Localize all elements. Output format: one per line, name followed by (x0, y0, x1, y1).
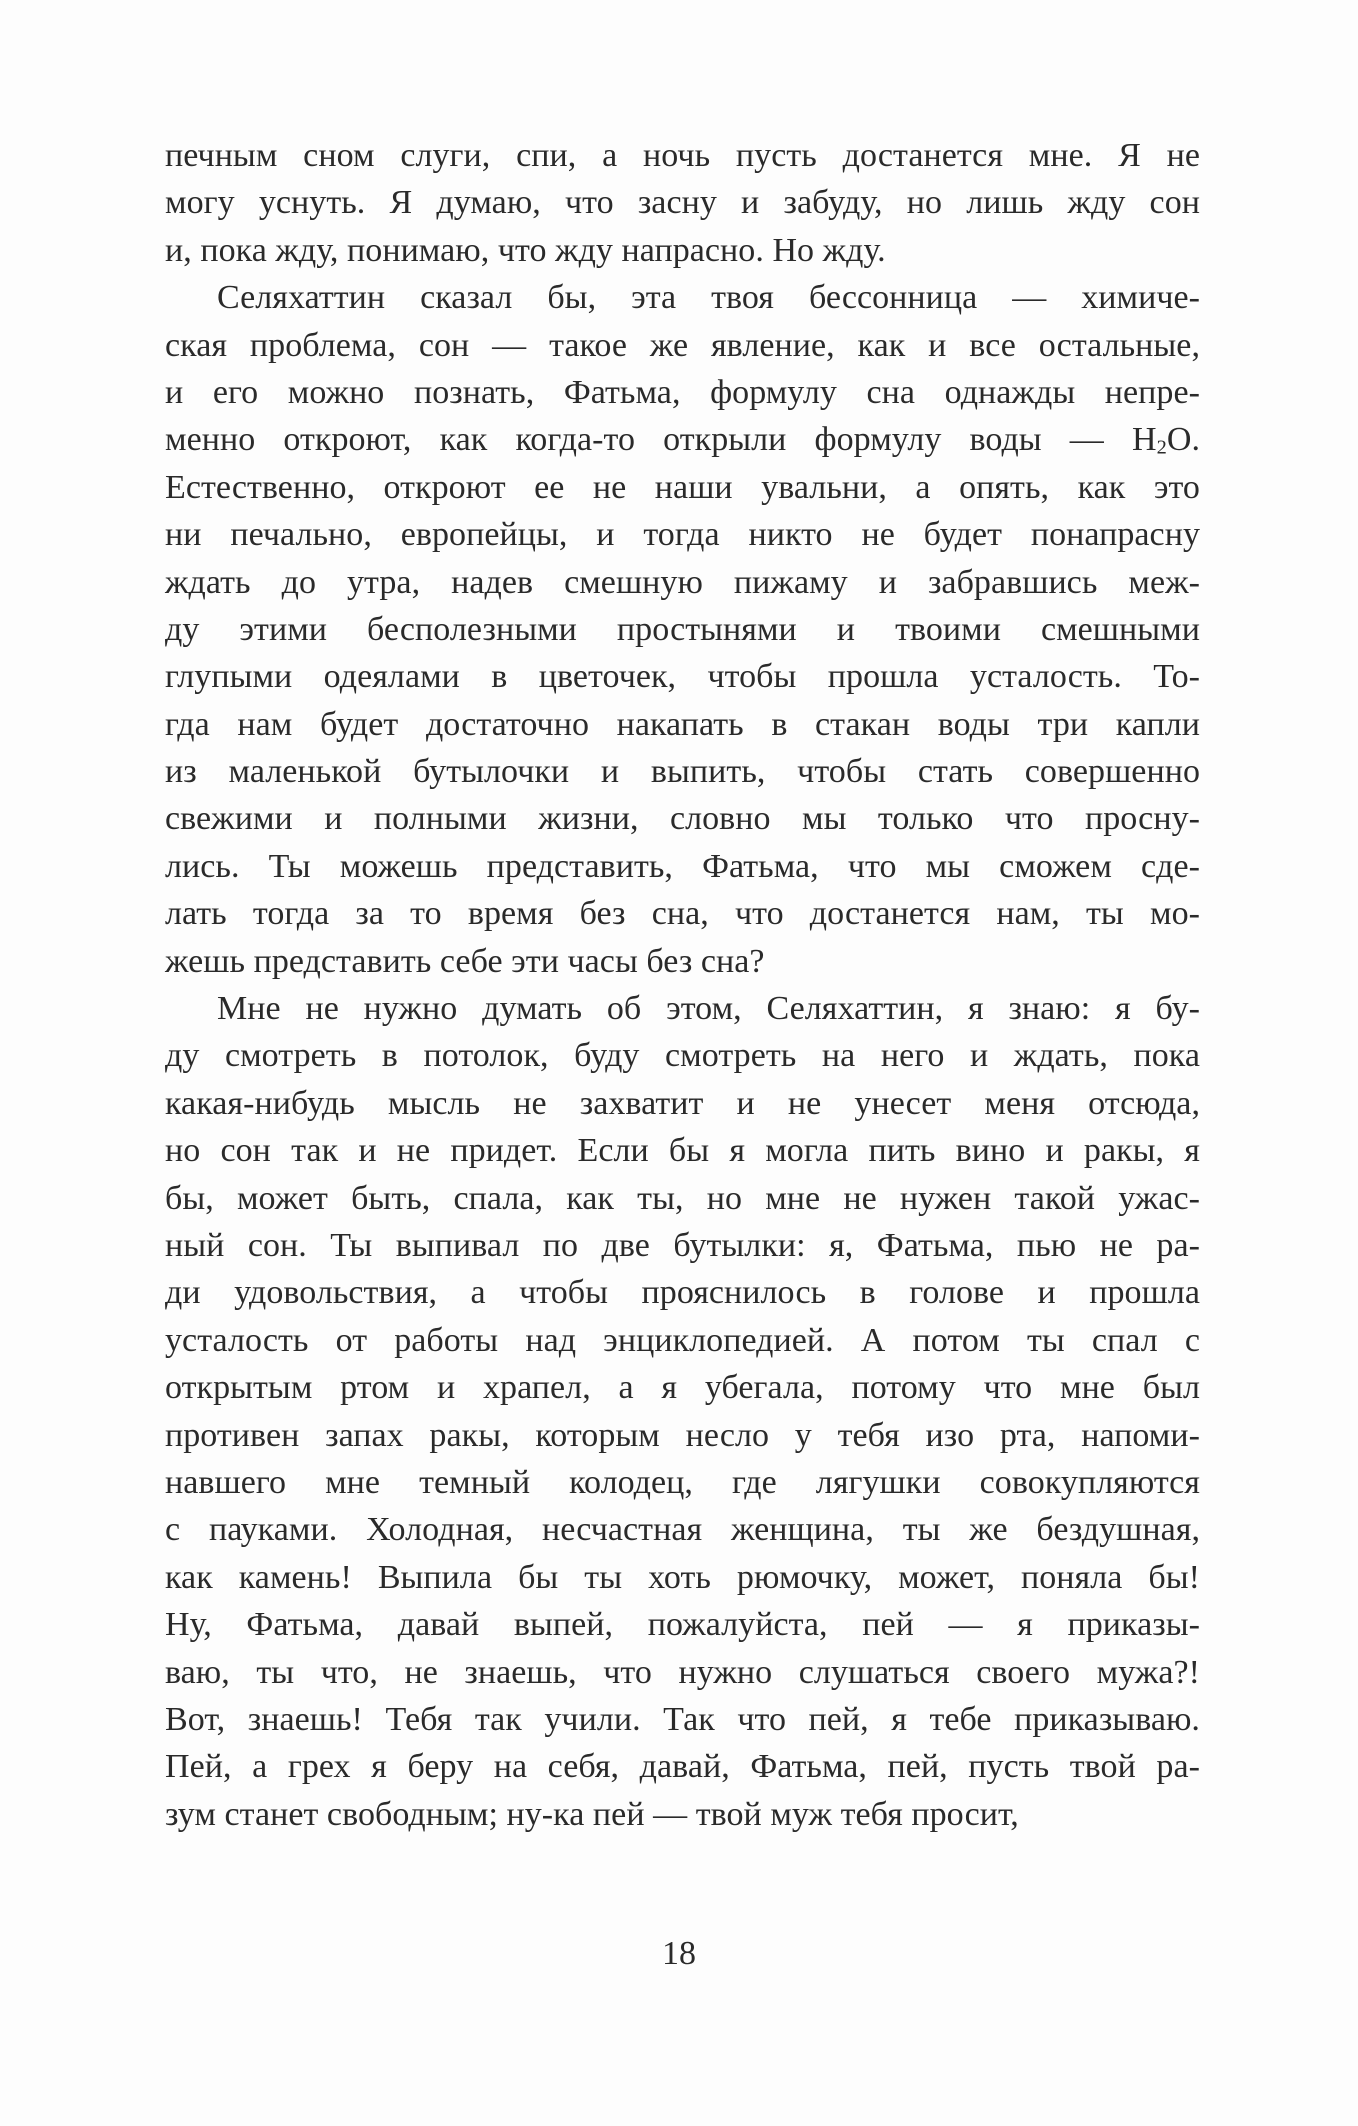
text-line: но сон так и не придет. Если бы я могла пить вино и ракы, я (165, 1132, 1200, 1170)
text-line: жешь представить себе эти часы без сна? (165, 942, 765, 980)
text-line: глупыми одеялами в цветочек, чтобы прошла усталость. То- (165, 658, 1200, 696)
text-line: Пей, а грех я беру на себя, давай, Фатьма, пей, пусть твой ра- (165, 1748, 1200, 1786)
text-line: ни печально, европейцы, и тогда никто не будет понапрасну (165, 516, 1200, 554)
text-line: ду смотреть в потолок, буду смотреть на него и ждать, пока (165, 1037, 1200, 1075)
text-line: из маленькой бутылочки и выпить, чтобы стать совершенно (165, 753, 1200, 791)
text-line: лать тогда за то время без сна, что достанется нам, ты мо- (165, 895, 1200, 933)
text-line: ждать до утра, надев смешную пижаму и забравшись меж- (165, 563, 1200, 601)
subscript: 2 (1156, 437, 1167, 460)
text-line: ваю, ты что, не знаешь, что нужно слушаться своего мужа?! (165, 1653, 1200, 1691)
text-line: как камень! Выпила бы ты хоть рюмочку, может, поняла бы! (165, 1558, 1200, 1596)
text-line: навшего мне темный колодец, где лягушки совокупляются (165, 1463, 1200, 1501)
text-line: лись. Ты можешь представить, Фатьма, что мы сможем сде- (165, 847, 1200, 885)
text-line: какая-нибудь мысль не захватит и не унесет меня отсюда, (165, 1084, 1200, 1122)
text-line: Естественно, откроют ее не наши увальни, а опять, как это (165, 468, 1200, 506)
paragraph (165, 132, 1200, 274)
body-text (165, 132, 1200, 1838)
text-line: и его можно познать, Фатьма, формулу сна однажды непре- (165, 373, 1200, 411)
text-line: Селяхаттин сказал бы, эта твоя бессонница — химиче- (217, 279, 1200, 317)
text-segment: O. (1166, 421, 1200, 459)
text-line: зум станет свободным; ну-ка пей — твой муж тебя просит, (165, 1795, 1019, 1833)
text-line: печным сном слуги, спи, а ночь пусть достанется мне. Я не (165, 137, 1200, 174)
text-line: с пауками. Холодная, несчастная женщина, ты же бездушная, (165, 1511, 1200, 1549)
paragraph (165, 274, 1200, 985)
text-line: ская проблема, сон — такое же явление, как и все остальные, (165, 326, 1200, 364)
text-segment: менно откроют, как когда-то открыли формулу воды — H (165, 421, 1157, 459)
paragraph (165, 985, 1200, 1838)
text-line: гда нам будет достаточно накапать в стакан воды три капли (165, 705, 1200, 743)
text-line: Мне не нужно думать об этом, Селяхаттин, я знаю: я бу- (217, 990, 1200, 1028)
text-line: Вот, знаешь! Тебя так учили. Так что пей, я тебе приказываю. (165, 1700, 1200, 1738)
text-line: противен запах ракы, которым несло у тебя изо рта, напоми- (165, 1416, 1200, 1454)
text-line: и, пока жду, понимаю, что жду напрасно. Но жду. (165, 231, 886, 269)
text-line: свежими и полными жизни, словно мы только что просну- (165, 800, 1200, 838)
text-line (165, 416, 1200, 463)
text-line: открытым ртом и храпел, а я убегала, потому что мне был (165, 1369, 1200, 1407)
page-number: 18 (662, 1935, 696, 1972)
text-line: бы, может быть, спала, как ты, но мне не нужен такой ужас- (165, 1179, 1200, 1217)
text-line: могу уснуть. Я думаю, что засну и забуду, но лишь жду сон (165, 184, 1200, 222)
text-line: ный сон. Ты выпивал по две бутылки: я, Фатьма, пью не ра- (165, 1226, 1200, 1264)
text-line: Ну, Фатьма, давай выпей, пожалуйста, пей — я приказы- (165, 1606, 1200, 1644)
text-line: усталость от работы над энциклопедией. А потом ты спал с (165, 1321, 1200, 1359)
text-line: ди удовольствия, а чтобы прояснилось в голове и прошла (165, 1274, 1200, 1312)
text-line: ду этими бесполезными простынями и твоими смешными (165, 610, 1200, 648)
